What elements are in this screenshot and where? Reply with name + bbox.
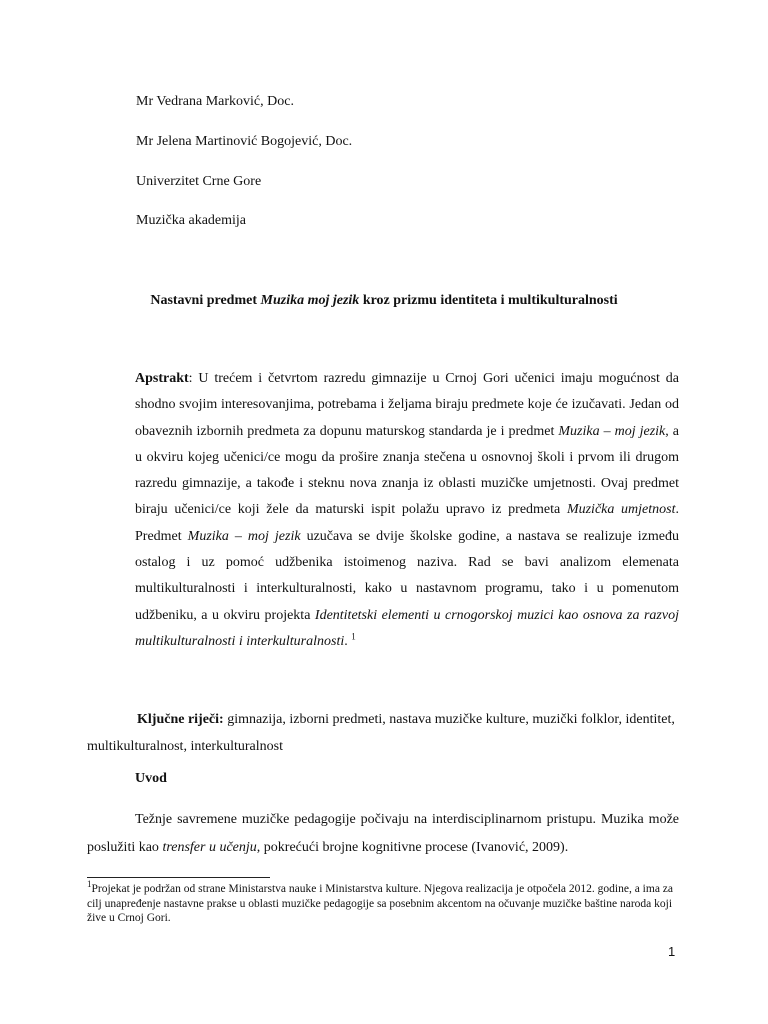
- abstract-seg-1: : U trećem i četvrtom razredu gimnazije u Crnoj Gori učenici imaju mogućnost da shodno svojim interesovanjima, potrebama i željama biraju predmete koje će izučavati. Jedan od obaveznih izbornih predmeta za dopunu maturskog standarda je i predmet: [135, 371, 679, 439]
- abstract-paragraph: [135, 366, 679, 655]
- abstract-seg-8: Identitetski elementi u crnogorskoj muzici kao osnova za razvoj multikulturalnosti i interkulturalnosti: [135, 607, 679, 649]
- footnote: [87, 879, 687, 926]
- abstract-seg-5: . Predmet: [135, 502, 679, 544]
- keywords-label: Ključne riječi:: [137, 712, 224, 727]
- abstract-label: Apstrakt: [135, 371, 189, 386]
- title-part-3: kroz prizmu identiteta i multikulturalnosti: [359, 293, 618, 308]
- abstract-seg-2: Muzika – moj jezik: [558, 423, 666, 439]
- footnote-number: 1: [87, 879, 92, 890]
- page-number: 1: [668, 944, 676, 959]
- intro-seg-3: , pokrećući brojne kognitivne procese (Ivanović, 2009).: [256, 840, 569, 855]
- footnote-text: Projekat je podržan od strane Ministarstva nauke i Ministarstva kulture. Njegova realizacija je otpočela 2012. godine, a ima za cilj unapređenje nastavne prakse u oblasti muzičke pedagogije sa posebnim akcentom na očuvanje muzičke baštine naroda koji žive u Crnoj Gori.: [87, 883, 674, 924]
- affiliation-academy: Muzička akademija: [136, 213, 247, 228]
- paper-title: [0, 293, 768, 309]
- abstract-seg-4: Muzička umjetnost: [566, 502, 676, 518]
- keywords-text: gimnazija, izborni predmeti, nastava muzičke kulture, muzički folklor, identitet, multikulturalnost, interkulturalnost: [87, 712, 675, 754]
- author-1: Mr Vedrana Marković, Doc.: [136, 94, 294, 109]
- abstract-seg-9: .: [344, 633, 352, 649]
- keywords-paragraph: [87, 706, 681, 760]
- section-heading-intro: Uvod: [135, 771, 167, 786]
- abstract-seg-7: uzučava se dvije školske godine, a nastava se realizuje između ostalog i uz pomoć udžbenika istoimenog naziva. Rad se bavi analizom elemenata multikulturalnosti i interkulturalnosti, kako u nastavnom programu, tako i u pomenutom udžbeniku, a u okviru projekta: [135, 528, 679, 623]
- title-part-1: Nastavni predmet: [150, 293, 261, 308]
- footnote-reference[interactable]: 1: [351, 631, 356, 642]
- abstract-seg-6: Muzika – moj jezik: [187, 528, 301, 544]
- intro-seg-2: trensfer u učenju: [162, 840, 257, 855]
- title-part-2: Muzika moj jezik: [260, 293, 360, 308]
- affiliation-university: Univerzitet Crne Gore: [136, 174, 262, 189]
- footnote-divider: [87, 877, 270, 878]
- abstract-seg-3: , a u okviru kojeg učenici/ce mogu da prošire znanja stečena u osnovnoj školi i prvom ili drugom razredu gimnazije, a takođe i steknu nova znanja iz oblasti muzičke umjetnosti. Ovaj predmet biraju učenici/ce koji žele da maturski ispit polažu upravo iz predmeta: [135, 423, 679, 518]
- intro-paragraph: [87, 806, 679, 862]
- author-2: Mr Jelena Martinović Bogojević, Doc.: [136, 134, 353, 149]
- intro-seg-1: Težnje savremene muzičke pedagogije počivaju na interdisciplinarnom pristupu. Muzika može poslužiti kao: [87, 812, 679, 855]
